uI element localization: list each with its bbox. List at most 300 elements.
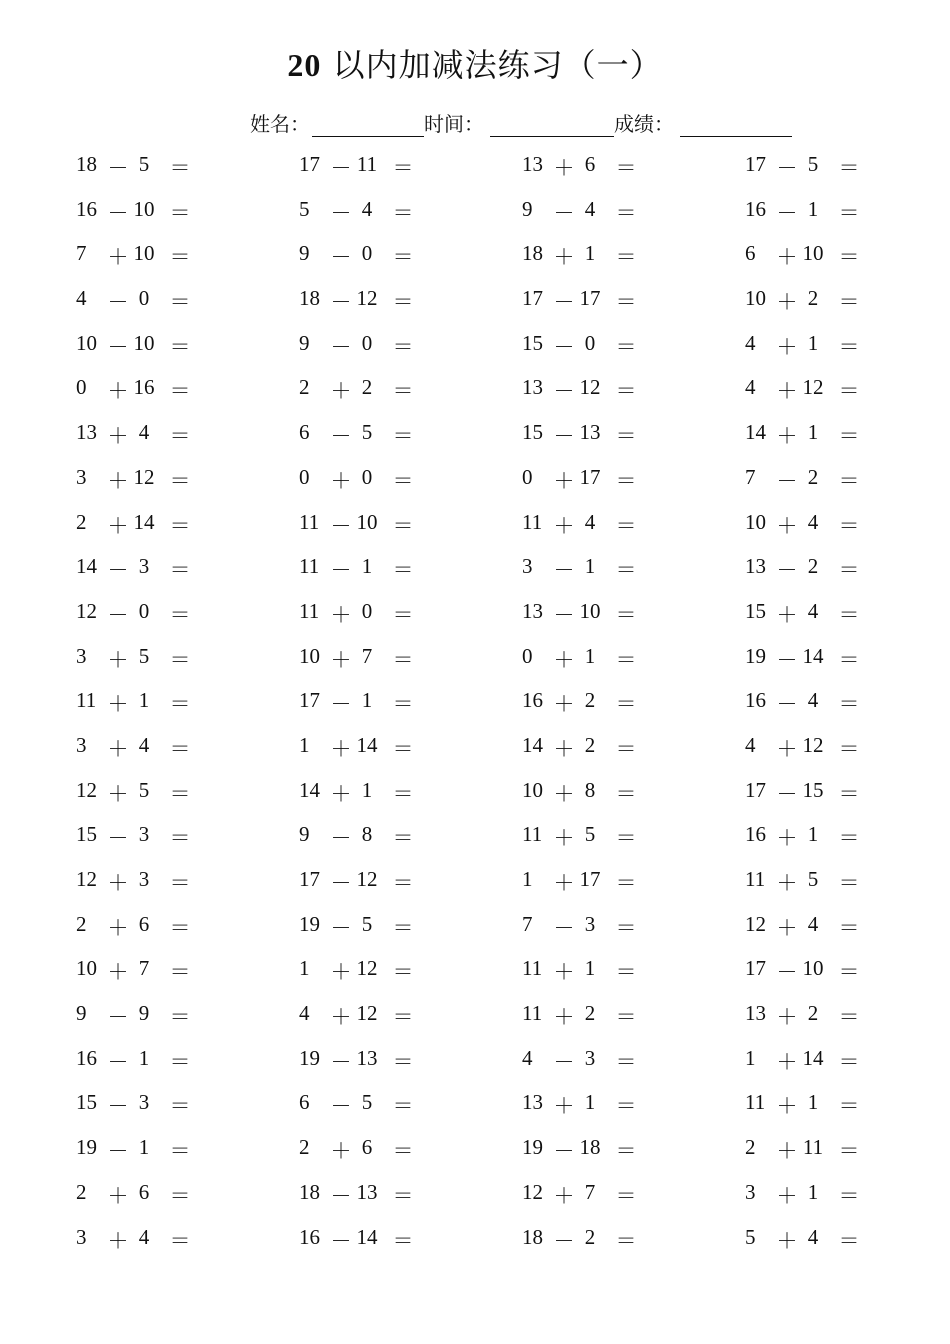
operator: ＋ xyxy=(330,781,352,806)
operand-b: 5 xyxy=(361,420,373,445)
equals-sign: ＝ xyxy=(169,602,191,627)
problem-cell xyxy=(76,733,194,763)
operator: ＋ xyxy=(776,602,798,627)
operand-b: 4 xyxy=(138,1224,150,1249)
operand-b: 4 xyxy=(584,509,596,534)
equals-sign: ＝ xyxy=(392,826,414,851)
equals-sign: ＝ xyxy=(838,1183,860,1208)
operator: ＋ xyxy=(553,245,575,270)
operand-a: 16 xyxy=(745,688,766,713)
operator: － xyxy=(776,960,798,985)
problem-cell xyxy=(76,152,194,182)
equals-sign: ＝ xyxy=(169,960,191,985)
operand-b: 0 xyxy=(361,464,373,489)
operand-a: 1 xyxy=(299,956,310,981)
problem-cell xyxy=(745,554,863,584)
equals-sign: ＝ xyxy=(615,826,637,851)
operand-b: 5 xyxy=(138,777,150,802)
equals-sign: ＝ xyxy=(392,692,414,717)
operand-a: 19 xyxy=(299,911,320,936)
problem-cell xyxy=(76,1225,194,1255)
operand-a: 11 xyxy=(745,1090,766,1115)
equals-sign: ＝ xyxy=(838,736,860,761)
problem-row xyxy=(0,1131,950,1176)
name-label: 姓名： xyxy=(250,112,310,136)
operand-b: 2 xyxy=(584,1001,596,1026)
operator: － xyxy=(330,156,352,180)
operator: ＋ xyxy=(776,826,798,851)
operator: － xyxy=(107,156,129,180)
problem-cell xyxy=(522,375,640,405)
problem-row xyxy=(0,506,950,551)
equals-sign: ＝ xyxy=(169,1183,191,1208)
problem-cell xyxy=(299,1001,417,1031)
operator: ＋ xyxy=(553,647,575,672)
equals-sign: ＝ xyxy=(392,602,414,627)
operator: － xyxy=(330,1094,352,1119)
equals-sign: ＝ xyxy=(615,468,637,493)
problem-cell xyxy=(745,197,863,227)
operand-a: 2 xyxy=(299,1135,310,1160)
equals-sign: ＝ xyxy=(169,424,191,449)
equals-sign: ＝ xyxy=(392,468,414,493)
equals-sign: ＝ xyxy=(392,915,414,940)
problem-cell xyxy=(522,510,640,540)
operand-b: 5 xyxy=(138,643,150,668)
equals-sign: ＝ xyxy=(169,245,191,270)
operand-a: 4 xyxy=(76,286,87,311)
equals-sign: ＝ xyxy=(838,558,860,583)
operator: ＋ xyxy=(107,960,129,985)
operator: － xyxy=(330,334,352,359)
operand-b: 10 xyxy=(133,196,155,221)
operator: － xyxy=(107,200,129,225)
problem-cell xyxy=(745,599,863,629)
operator: ＋ xyxy=(776,334,798,359)
operand-a: 16 xyxy=(745,196,766,221)
problem-cell xyxy=(745,867,863,897)
operand-b: 10 xyxy=(802,956,824,981)
operand-a: 11 xyxy=(299,598,320,623)
problem-cell xyxy=(522,867,640,897)
operator: ＋ xyxy=(330,960,352,985)
operator: － xyxy=(553,915,575,940)
time-blank[interactable] xyxy=(490,108,614,137)
operand-b: 1 xyxy=(807,196,819,221)
problem-cell xyxy=(745,241,863,271)
problem-row xyxy=(0,640,950,685)
operand-b: 1 xyxy=(138,1135,150,1160)
equals-sign: ＝ xyxy=(838,871,860,895)
operand-a: 12 xyxy=(745,911,766,936)
operand-a: 7 xyxy=(745,464,756,489)
operand-a: 17 xyxy=(745,777,766,802)
operand-a: 0 xyxy=(299,464,310,489)
operator: ＋ xyxy=(553,468,575,493)
operand-b: 12 xyxy=(802,375,824,400)
problem-cell xyxy=(299,733,417,763)
operand-b: 13 xyxy=(356,1179,378,1204)
operand-a: 3 xyxy=(745,1179,756,1204)
problem-cell xyxy=(76,465,194,495)
operand-a: 12 xyxy=(522,1179,543,1204)
operand-b: 14 xyxy=(133,509,155,534)
operand-a: 19 xyxy=(522,1135,543,1160)
problem-cell xyxy=(522,956,640,986)
problem-row xyxy=(0,1221,950,1266)
problem-cell xyxy=(76,644,194,674)
operator: － xyxy=(330,871,352,895)
operand-a: 3 xyxy=(76,1224,87,1249)
name-blank[interactable] xyxy=(312,108,424,137)
operand-a: 11 xyxy=(299,554,320,579)
problem-row xyxy=(0,550,950,595)
problem-cell xyxy=(76,510,194,540)
operator: ＋ xyxy=(330,1139,352,1164)
problem-cell xyxy=(522,733,640,763)
operator: － xyxy=(330,1049,352,1074)
operand-b: 5 xyxy=(584,822,596,847)
problem-cell xyxy=(76,867,194,897)
problem-cell xyxy=(745,822,863,852)
problem-cell xyxy=(745,1090,863,1120)
title-text: 以内加减法练习（一） xyxy=(332,46,663,84)
problem-cell xyxy=(745,1180,863,1210)
equals-sign: ＝ xyxy=(392,1228,414,1253)
equals-sign: ＝ xyxy=(169,1049,191,1074)
operator: － xyxy=(776,468,798,493)
equals-sign: ＝ xyxy=(838,334,860,359)
problem-row xyxy=(0,327,950,372)
equals-sign: ＝ xyxy=(392,1005,414,1030)
operand-b: 10 xyxy=(579,598,601,623)
problem-row xyxy=(0,416,950,461)
operand-b: 6 xyxy=(584,152,596,176)
problem-cell xyxy=(745,1225,863,1255)
problem-row xyxy=(0,952,950,997)
equals-sign: ＝ xyxy=(615,871,637,895)
operand-b: 13 xyxy=(356,1045,378,1070)
operand-b: 14 xyxy=(356,1224,378,1249)
operator: ＋ xyxy=(107,424,129,449)
operand-a: 18 xyxy=(299,286,320,311)
problem-cell xyxy=(299,1135,417,1165)
operand-b: 1 xyxy=(584,643,596,668)
equals-sign: ＝ xyxy=(615,1094,637,1119)
operand-b: 2 xyxy=(807,554,819,579)
problem-row xyxy=(0,774,950,819)
operator: － xyxy=(330,692,352,717)
operator: － xyxy=(330,245,352,270)
equals-sign: ＝ xyxy=(838,960,860,985)
operand-a: 16 xyxy=(76,1045,97,1070)
operand-b: 3 xyxy=(584,911,596,936)
operand-a: 13 xyxy=(76,420,97,445)
operand-b: 7 xyxy=(138,956,150,981)
operand-a: 3 xyxy=(522,554,533,579)
operator: － xyxy=(107,558,129,583)
operator: － xyxy=(776,692,798,717)
operand-a: 15 xyxy=(76,1090,97,1115)
equals-sign: ＝ xyxy=(615,558,637,583)
operator: － xyxy=(330,200,352,225)
operator: ＋ xyxy=(776,379,798,404)
equals-sign: ＝ xyxy=(392,245,414,270)
problem-cell xyxy=(745,733,863,763)
operand-b: 0 xyxy=(361,241,373,266)
operand-a: 18 xyxy=(76,152,97,176)
equals-sign: ＝ xyxy=(169,647,191,672)
problem-cell xyxy=(299,420,417,450)
operator: ＋ xyxy=(776,915,798,940)
operator: － xyxy=(330,915,352,940)
operand-a: 7 xyxy=(76,241,87,266)
operator: ＋ xyxy=(776,1005,798,1030)
operand-a: 1 xyxy=(522,867,533,891)
equals-sign: ＝ xyxy=(392,1094,414,1119)
equals-sign: ＝ xyxy=(169,1228,191,1253)
operand-b: 5 xyxy=(361,911,373,936)
operand-a: 11 xyxy=(522,822,543,847)
problem-cell xyxy=(76,688,194,718)
equals-sign: ＝ xyxy=(392,736,414,761)
equals-sign: ＝ xyxy=(392,200,414,225)
operand-b: 12 xyxy=(802,732,824,757)
operator: － xyxy=(107,826,129,851)
problem-cell xyxy=(76,822,194,852)
operand-a: 12 xyxy=(76,777,97,802)
operator: ＋ xyxy=(776,736,798,761)
problem-cell xyxy=(522,912,640,942)
operator: ＋ xyxy=(107,468,129,493)
operand-b: 9 xyxy=(138,1001,150,1026)
problem-cell xyxy=(522,599,640,629)
problem-row xyxy=(0,595,950,640)
operand-a: 10 xyxy=(522,777,543,802)
operand-a: 10 xyxy=(76,956,97,981)
operand-b: 10 xyxy=(356,509,378,534)
operand-a: 0 xyxy=(522,643,533,668)
operator: － xyxy=(776,200,798,225)
operand-a: 11 xyxy=(745,867,766,891)
operator: ＋ xyxy=(107,647,129,672)
problem-row xyxy=(0,371,950,416)
equals-sign: ＝ xyxy=(169,781,191,806)
problem-grid xyxy=(0,148,950,1265)
operand-b: 1 xyxy=(361,554,373,579)
equals-sign: ＝ xyxy=(392,1183,414,1208)
operand-a: 6 xyxy=(299,420,310,445)
operand-a: 19 xyxy=(76,1135,97,1160)
equals-sign: ＝ xyxy=(838,1005,860,1030)
problem-row xyxy=(0,1176,950,1221)
equals-sign: ＝ xyxy=(169,558,191,583)
problem-cell xyxy=(745,375,863,405)
operand-b: 2 xyxy=(584,688,596,713)
equals-sign: ＝ xyxy=(838,290,860,315)
operator: ＋ xyxy=(330,647,352,672)
equals-sign: ＝ xyxy=(169,692,191,717)
operand-b: 16 xyxy=(133,375,155,400)
operand-a: 17 xyxy=(299,867,320,891)
operand-a: 2 xyxy=(745,1135,756,1160)
equals-sign: ＝ xyxy=(615,647,637,672)
operand-a: 18 xyxy=(299,1179,320,1204)
problem-cell xyxy=(76,420,194,450)
operand-b: 3 xyxy=(138,867,150,891)
problem-cell xyxy=(299,956,417,986)
operand-a: 9 xyxy=(76,1001,87,1026)
problem-cell xyxy=(522,1001,640,1031)
equals-sign: ＝ xyxy=(838,200,860,225)
operator: － xyxy=(553,602,575,627)
operand-a: 17 xyxy=(522,286,543,311)
operand-b: 1 xyxy=(807,1090,819,1115)
equals-sign: ＝ xyxy=(838,692,860,717)
problem-cell xyxy=(522,1180,640,1210)
operand-a: 11 xyxy=(299,509,320,534)
operand-b: 12 xyxy=(579,375,601,400)
equals-sign: ＝ xyxy=(392,558,414,583)
equals-sign: ＝ xyxy=(169,1005,191,1030)
problem-cell xyxy=(745,465,863,495)
operand-a: 4 xyxy=(745,732,756,757)
equals-sign: ＝ xyxy=(838,647,860,672)
problem-cell xyxy=(76,375,194,405)
operand-b: 8 xyxy=(361,822,373,847)
operator: ＋ xyxy=(330,736,352,761)
problem-cell xyxy=(76,1090,194,1120)
equals-sign: ＝ xyxy=(392,781,414,806)
problem-cell xyxy=(745,778,863,808)
operand-b: 12 xyxy=(356,956,378,981)
equals-sign: ＝ xyxy=(615,424,637,449)
operator: － xyxy=(553,200,575,225)
operand-b: 12 xyxy=(356,286,378,311)
equals-sign: ＝ xyxy=(615,1183,637,1208)
problem-cell xyxy=(76,1135,194,1165)
operand-a: 13 xyxy=(522,598,543,623)
equals-sign: ＝ xyxy=(615,960,637,985)
operand-b: 4 xyxy=(807,598,819,623)
equals-sign: ＝ xyxy=(615,200,637,225)
operator: ＋ xyxy=(107,915,129,940)
operator: ＋ xyxy=(107,692,129,717)
operator: ＋ xyxy=(553,960,575,985)
operator: ＋ xyxy=(776,513,798,538)
problem-cell xyxy=(299,688,417,718)
operand-b: 1 xyxy=(807,420,819,445)
operator: － xyxy=(776,781,798,806)
problem-cell xyxy=(299,465,417,495)
problem-cell xyxy=(299,822,417,852)
problem-cell xyxy=(522,331,640,361)
problem-cell xyxy=(76,599,194,629)
operand-b: 6 xyxy=(138,1179,150,1204)
operand-a: 13 xyxy=(522,375,543,400)
operator: － xyxy=(330,290,352,315)
operand-b: 5 xyxy=(361,1090,373,1115)
operator: ＋ xyxy=(330,602,352,627)
operand-b: 0 xyxy=(584,330,596,355)
problem-cell xyxy=(522,1090,640,1120)
operator: ＋ xyxy=(330,468,352,493)
operator: ＋ xyxy=(553,871,575,895)
operator: ＋ xyxy=(330,1005,352,1030)
operand-a: 9 xyxy=(522,196,533,221)
equals-sign: ＝ xyxy=(169,826,191,851)
operand-a: 15 xyxy=(522,330,543,355)
operand-b: 1 xyxy=(361,688,373,713)
operand-b: 12 xyxy=(356,867,378,891)
problem-cell xyxy=(522,554,640,584)
problem-row xyxy=(0,237,950,282)
operand-a: 9 xyxy=(299,822,310,847)
operand-a: 11 xyxy=(522,956,543,981)
operator: － xyxy=(776,647,798,672)
operator: ＋ xyxy=(107,245,129,270)
problem-row xyxy=(0,1042,950,1087)
problem-cell xyxy=(76,1001,194,1031)
problem-cell xyxy=(522,465,640,495)
operand-b: 10 xyxy=(133,241,155,266)
operand-b: 2 xyxy=(584,732,596,757)
operator: － xyxy=(553,1139,575,1164)
equals-sign: ＝ xyxy=(615,1005,637,1030)
problem-cell xyxy=(299,644,417,674)
score-blank[interactable] xyxy=(680,108,792,137)
operand-b: 4 xyxy=(807,688,819,713)
problem-cell xyxy=(299,1046,417,1076)
operand-a: 16 xyxy=(745,822,766,847)
operator: ＋ xyxy=(107,513,129,538)
problem-row xyxy=(0,461,950,506)
operator: ＋ xyxy=(776,290,798,315)
operand-b: 17 xyxy=(579,286,601,311)
operator: － xyxy=(107,1094,129,1119)
operand-a: 2 xyxy=(76,911,87,936)
problem-cell xyxy=(522,1225,640,1255)
equals-sign: ＝ xyxy=(615,781,637,806)
operator: － xyxy=(330,826,352,851)
equals-sign: ＝ xyxy=(838,156,860,180)
problem-cell xyxy=(745,1135,863,1165)
operator: ＋ xyxy=(776,424,798,449)
equals-sign: ＝ xyxy=(838,1228,860,1253)
operator: ＋ xyxy=(107,871,129,895)
problem-cell xyxy=(745,152,863,182)
operand-b: 14 xyxy=(356,732,378,757)
equals-sign: ＝ xyxy=(169,871,191,895)
operand-a: 14 xyxy=(299,777,320,802)
problem-cell xyxy=(299,1225,417,1255)
problem-cell xyxy=(745,956,863,986)
operand-b: 1 xyxy=(138,1045,150,1070)
equals-sign: ＝ xyxy=(615,1228,637,1253)
operand-b: 4 xyxy=(807,509,819,534)
operand-b: 4 xyxy=(361,196,373,221)
operator: ＋ xyxy=(107,736,129,761)
operand-b: 4 xyxy=(807,911,819,936)
operand-a: 15 xyxy=(76,822,97,847)
operator: － xyxy=(553,1049,575,1074)
title-number: 20 xyxy=(287,47,322,83)
problem-cell xyxy=(76,331,194,361)
equals-sign: ＝ xyxy=(169,468,191,493)
problem-row xyxy=(0,818,950,863)
operand-b: 12 xyxy=(133,464,155,489)
operand-b: 8 xyxy=(584,777,596,802)
